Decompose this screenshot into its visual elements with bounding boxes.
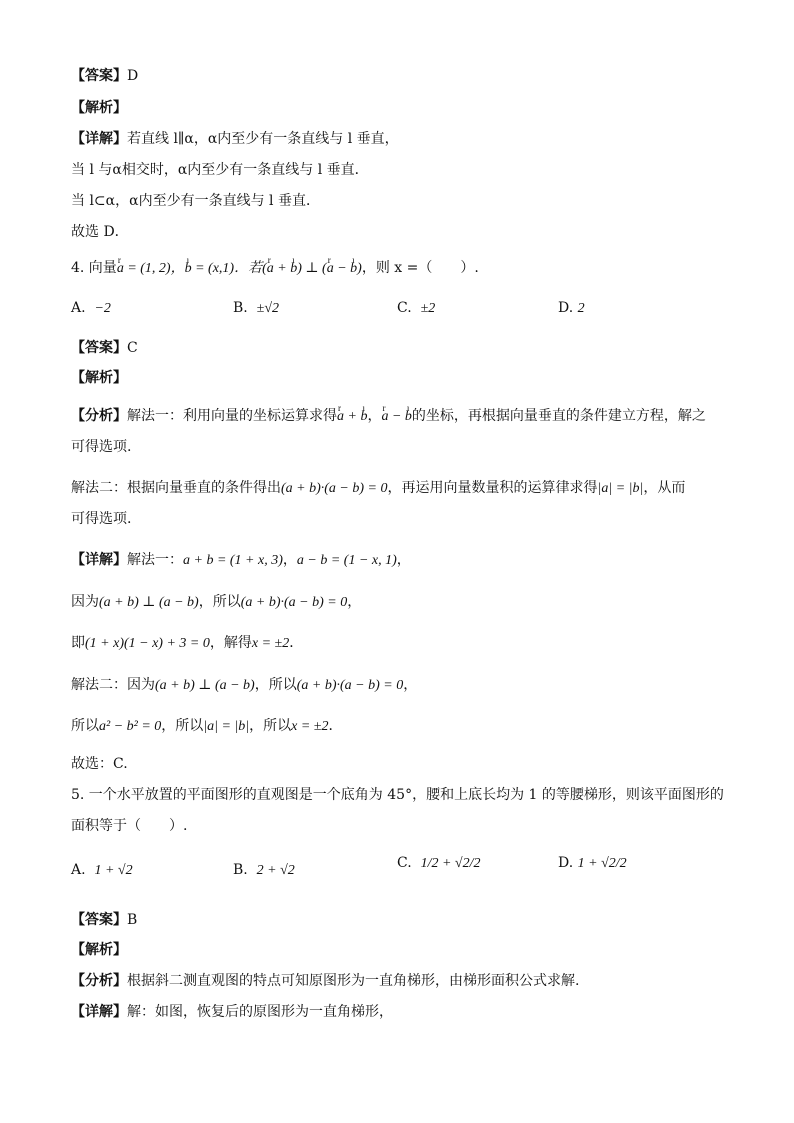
section-tag: 【答案】: [71, 68, 127, 84]
detail-line-1: 【详解】解法一：a + b = (1 + x, 3)，a − b = (1 − x, 1)，: [71, 552, 411, 568]
q5-option-b: B. 2 + √2: [233, 862, 295, 878]
line-text: 解：如图，恢复后的原图形为一直角梯形，: [127, 1004, 393, 1020]
text-line-l2: [71, 98, 734, 118]
text-line-l8: [71, 338, 734, 358]
section-tag: 【答案】: [71, 912, 127, 928]
text-line-l1: [71, 66, 734, 86]
detail-line-2: 因为(a + b) ⊥ (a − b)，所以(a + b)·(a − b) = 0，: [71, 594, 362, 610]
line-text: 当 l 与α相交时，α内至少有一条直线与 l 垂直．: [71, 162, 369, 178]
text-line-l6: [71, 222, 734, 242]
text-line-l4: [71, 160, 734, 180]
section-tag: 【分析】: [71, 973, 127, 989]
text-line-l27: [71, 1002, 734, 1022]
line-text: 5. 一个水平放置的平面图形的直观图是一个底角为 45°，腰和上底长均为 1 的等腰梯形，则该平面图形的: [71, 787, 724, 803]
detail-line-4: 解法二：因为(a + b) ⊥ (a − b)，所以(a + b)·(a − b) = 0，: [71, 677, 418, 693]
line-text: 故选 D．: [71, 224, 129, 240]
text-line-l14: [71, 509, 734, 529]
line-text: 若直线 l∥α，α内至少有一条直线与 l 垂直，: [127, 131, 399, 147]
text-line-l22: [71, 816, 734, 836]
detail-line-3: 即(1 + x)(1 − x) + 3 = 0，解得x = ±2．: [71, 635, 304, 651]
q5-option-d: D. 1 + √2/2: [558, 855, 627, 871]
section-tag: 【详解】: [71, 131, 127, 147]
section-tag: 【答案】: [71, 340, 127, 356]
q4-option-a: A. −2: [71, 300, 111, 316]
text-line-l26: [71, 971, 734, 991]
analysis-method-1: 【分析】解法一：利用向量的坐标运算求得r a + ı b，r a − ı b的坐标，再根据向量垂直的条件建立方程，解之: [71, 406, 734, 427]
section-tag: 【解析】: [71, 942, 127, 958]
text-line-l20: [71, 754, 734, 774]
text-line-l9: [71, 368, 734, 388]
text-line-l3: [71, 129, 734, 149]
question-4-stem: 4. 向量r a = (1, 2)，ı b = (x,1)．若(r a + ı b) ⊥ (r a − ı b)，则 x =（ ）.: [71, 258, 734, 279]
line-text: 可得选项.: [71, 511, 132, 527]
text-line-l25: [71, 940, 734, 960]
line-text: 根据斜二测直观图的特点可知原图形为一直角梯形，由梯形面积公式求解.: [127, 973, 580, 989]
line-text: 故选：C.: [71, 756, 128, 772]
q5-option-a: A. 1 + √2: [71, 862, 133, 878]
section-tag: 【详解】: [71, 1004, 127, 1020]
detail-line-5: 所以a² − b² = 0，所以|a| = |b|，所以x = ±2．: [71, 718, 343, 734]
text-line-l24: [71, 910, 734, 930]
line-text: B: [127, 912, 138, 928]
q5-option-c: C. 1/2 + √2/2: [397, 855, 481, 871]
line-text: C: [127, 340, 138, 356]
line-text: 面积等于（ ）.: [71, 818, 188, 834]
section-tag: 【解析】: [71, 100, 127, 116]
q4-option-d: D. 2: [558, 300, 585, 316]
line-text: 可得选项.: [71, 439, 132, 455]
line-text: 当 l⊂α，α内至少有一条直线与 l 垂直．: [71, 193, 320, 209]
q4-option-c: C. ±2: [397, 300, 436, 316]
q4-option-b: B. ±√2: [233, 300, 280, 316]
text-line-l5: [71, 191, 734, 211]
text-line-l12: [71, 437, 734, 457]
analysis-method-2: 解法二：根据向量垂直的条件得出(a + b)·(a − b) = 0，再运用向量数量积的运算律求得|a| = |b|，从而: [71, 480, 686, 496]
line-text: D: [127, 68, 139, 84]
text-line-l21: [71, 785, 734, 805]
section-tag: 【解析】: [71, 370, 127, 386]
